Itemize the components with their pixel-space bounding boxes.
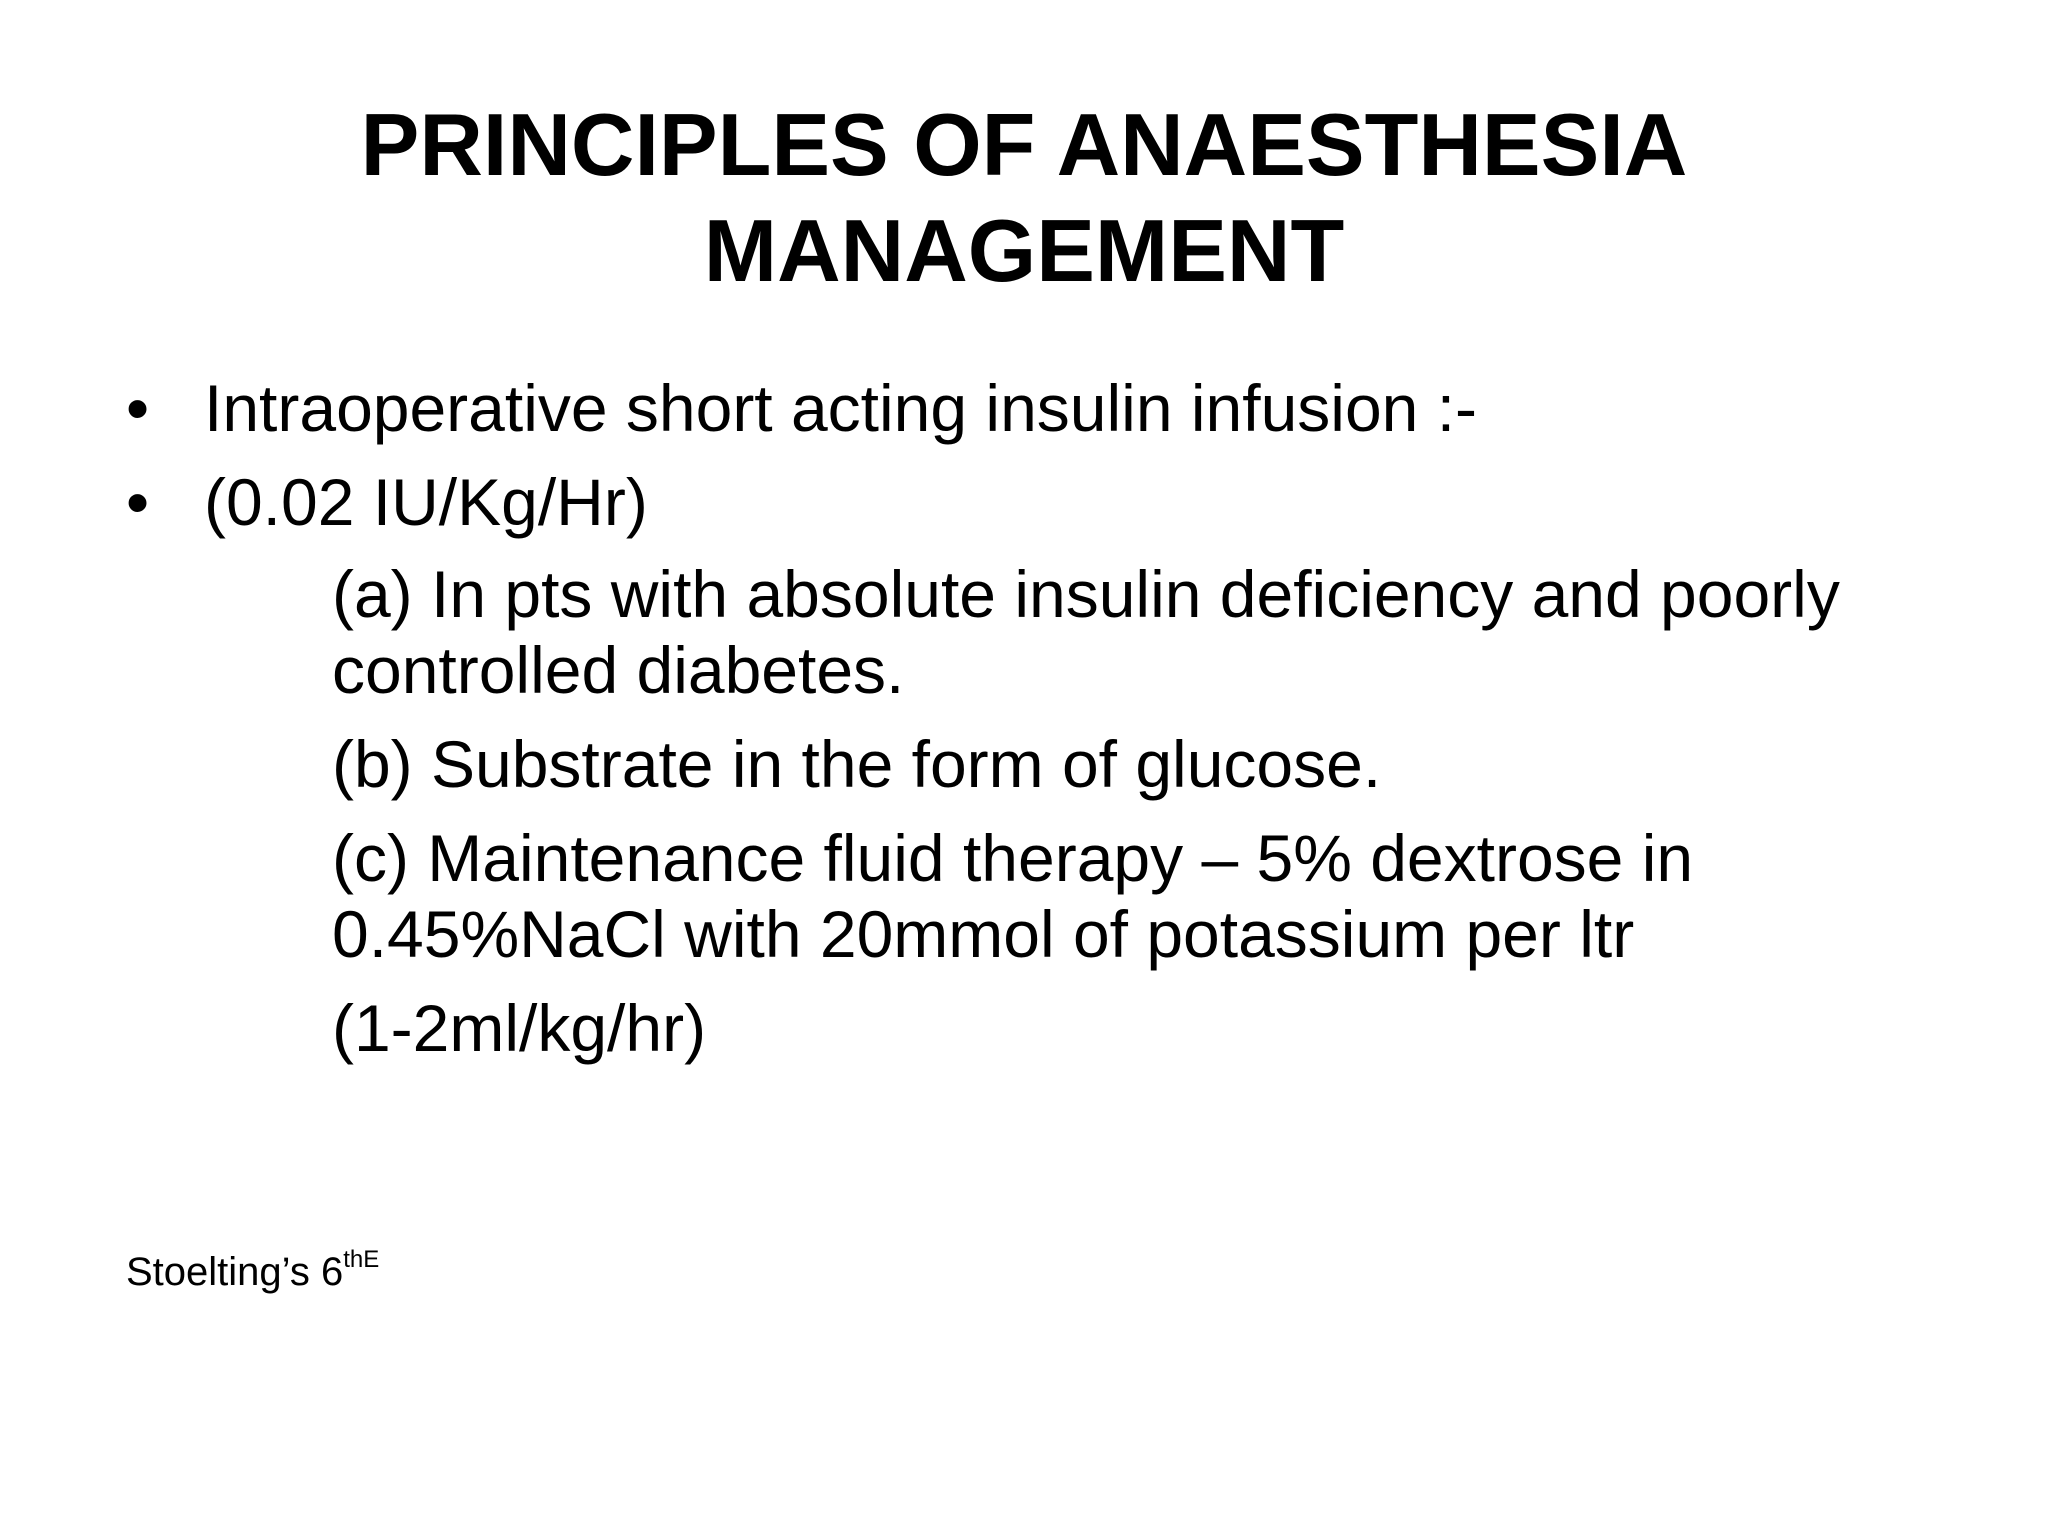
sub-item-list: [332, 556, 1982, 1084]
sub-item-rate: [332, 990, 1982, 1066]
bullet-icon: •: [126, 371, 150, 445]
sub-item-line: 0.45%NaCl with 20mmol of potassium per ltr: [332, 897, 1635, 971]
sub-item-line: (a) In pts with absolute insulin deficiency and poorly: [332, 557, 1840, 631]
title-line-1: PRINCIPLES OF ANAESTHESIA: [360, 95, 1688, 194]
bullet-list: [126, 370, 1976, 558]
sub-item-line: (c) Maintenance fluid therapy – 5% dextrose in: [332, 821, 1694, 895]
bullet-icon: •: [126, 465, 150, 539]
bullet-item-2: [126, 464, 1976, 540]
sub-item-line: (b) Substrate in the form of glucose.: [332, 727, 1382, 801]
sub-item-b: [332, 726, 1982, 802]
sub-item-a: [332, 556, 1982, 708]
bullet-item-1: [126, 370, 1976, 446]
sub-item-line: (1-2ml/kg/hr): [332, 991, 707, 1065]
sub-item-c: [332, 820, 1982, 972]
sub-item-line: controlled diabetes.: [332, 633, 905, 707]
bullet-text: Intraoperative short acting insulin infusion :-: [204, 371, 1478, 445]
reference-text: Stoelting’s 6: [126, 1250, 344, 1294]
slide-title: [0, 92, 2048, 304]
title-line-2: MANAGEMENT: [703, 201, 1345, 300]
reference-footer: [126, 1248, 379, 1296]
reference-superscript: thE: [343, 1246, 380, 1273]
bullet-text: (0.02 IU/Kg/Hr): [204, 465, 648, 539]
